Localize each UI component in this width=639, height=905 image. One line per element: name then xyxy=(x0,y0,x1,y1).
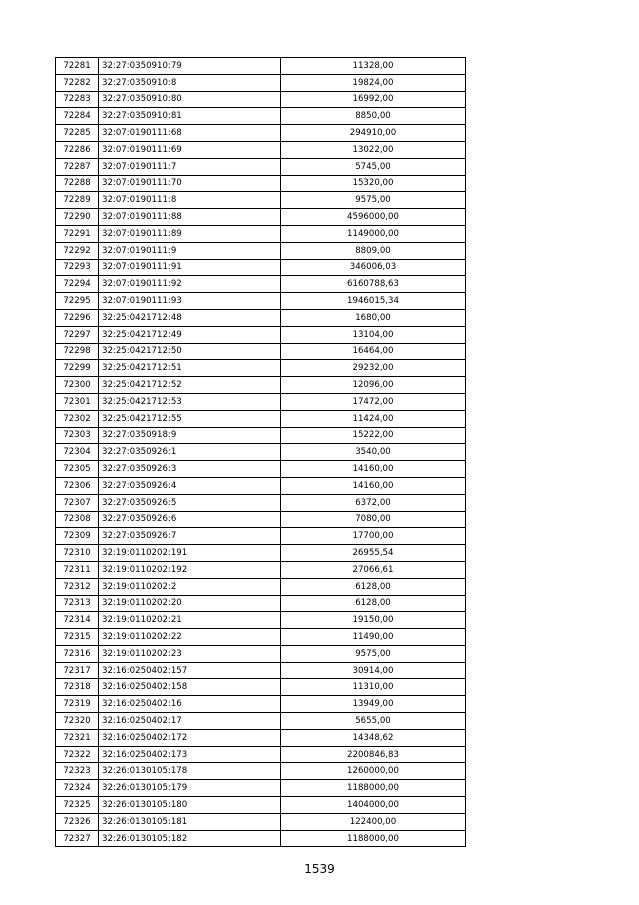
table-row xyxy=(56,360,466,377)
row-number-cell: 72318 xyxy=(56,679,99,696)
cadastral-number-cell: 32:07:0190111:91 xyxy=(99,259,281,276)
table-row xyxy=(56,830,466,847)
row-number-cell: 72291 xyxy=(56,225,99,242)
cadastral-value-cell: 1188000,00 xyxy=(281,780,466,797)
cadastral-value-cell: 5745,00 xyxy=(281,158,466,175)
cadastral-value-cell: 6160788,63 xyxy=(281,276,466,293)
table-row xyxy=(56,225,466,242)
row-number-cell: 72300 xyxy=(56,377,99,394)
cadastral-value-cell: 16992,00 xyxy=(281,91,466,108)
table-row xyxy=(56,175,466,192)
cadastral-number-cell: 32:16:0250402:173 xyxy=(99,746,281,763)
row-number-cell: 72306 xyxy=(56,477,99,494)
row-number-cell: 72323 xyxy=(56,763,99,780)
row-number-cell: 72281 xyxy=(56,58,99,75)
row-number-cell: 72287 xyxy=(56,158,99,175)
cadastral-number-cell: 32:16:0250402:17 xyxy=(99,713,281,730)
cadastral-value-cell: 14160,00 xyxy=(281,477,466,494)
row-number-cell: 72285 xyxy=(56,125,99,142)
row-number-cell: 72298 xyxy=(56,343,99,360)
cadastral-number-cell: 32:25:0421712:50 xyxy=(99,343,281,360)
cadastral-number-cell: 32:19:0110202:22 xyxy=(99,629,281,646)
table-row xyxy=(56,158,466,175)
page-number: 1539 xyxy=(304,862,335,876)
cadastral-number-cell: 32:27:0350926:7 xyxy=(99,528,281,545)
table-row xyxy=(56,242,466,259)
cadastral-value-cell: 30914,00 xyxy=(281,662,466,679)
table-row xyxy=(56,276,466,293)
cadastral-value-cell: 6128,00 xyxy=(281,595,466,612)
cadastral-value-cell: 1680,00 xyxy=(281,309,466,326)
cadastral-number-cell: 32:07:0190111:68 xyxy=(99,125,281,142)
cadastral-number-cell: 32:16:0250402:157 xyxy=(99,662,281,679)
cadastral-value-cell: 5655,00 xyxy=(281,713,466,730)
row-number-cell: 72294 xyxy=(56,276,99,293)
table-row xyxy=(56,427,466,444)
cadastral-number-cell: 32:26:0130105:178 xyxy=(99,763,281,780)
row-number-cell: 72284 xyxy=(56,108,99,125)
row-number-cell: 72286 xyxy=(56,141,99,158)
row-number-cell: 72304 xyxy=(56,444,99,461)
cadastral-number-cell: 32:07:0190111:7 xyxy=(99,158,281,175)
table-row xyxy=(56,696,466,713)
cadastral-value-cell: 15222,00 xyxy=(281,427,466,444)
cadastral-number-cell: 32:07:0190111:89 xyxy=(99,225,281,242)
cadastral-number-cell: 32:27:0350910:79 xyxy=(99,58,281,75)
cadastral-value-cell: 13022,00 xyxy=(281,141,466,158)
row-number-cell: 72290 xyxy=(56,209,99,226)
row-number-cell: 72316 xyxy=(56,645,99,662)
cadastral-value-cell: 1149000,00 xyxy=(281,225,466,242)
table-row xyxy=(56,444,466,461)
cadastral-value-cell: 122400,00 xyxy=(281,813,466,830)
cadastral-number-cell: 32:26:0130105:180 xyxy=(99,797,281,814)
row-number-cell: 72282 xyxy=(56,74,99,91)
cadastral-number-cell: 32:27:0350926:1 xyxy=(99,444,281,461)
table-row xyxy=(56,713,466,730)
table-row xyxy=(56,595,466,612)
row-number-cell: 72301 xyxy=(56,393,99,410)
cadastral-number-cell: 32:26:0130105:181 xyxy=(99,813,281,830)
table-row xyxy=(56,494,466,511)
cadastral-number-cell: 32:27:0350910:8 xyxy=(99,74,281,91)
table-row xyxy=(56,662,466,679)
cadastral-number-cell: 32:07:0190111:92 xyxy=(99,276,281,293)
row-number-cell: 72307 xyxy=(56,494,99,511)
table-row xyxy=(56,477,466,494)
row-number-cell: 72327 xyxy=(56,830,99,847)
table-row xyxy=(56,91,466,108)
table-row xyxy=(56,343,466,360)
cadastral-number-cell: 32:19:0110202:192 xyxy=(99,561,281,578)
row-number-cell: 72293 xyxy=(56,259,99,276)
row-number-cell: 72295 xyxy=(56,293,99,310)
table-row xyxy=(56,578,466,595)
cadastral-value-cell: 12096,00 xyxy=(281,377,466,394)
cadastral-number-cell: 32:07:0190111:9 xyxy=(99,242,281,259)
cadastral-number-cell: 32:25:0421712:49 xyxy=(99,326,281,343)
table-row xyxy=(56,645,466,662)
cadastral-number-cell: 32:07:0190111:69 xyxy=(99,141,281,158)
cadastral-number-cell: 32:19:0110202:23 xyxy=(99,645,281,662)
cadastral-number-cell: 32:16:0250402:172 xyxy=(99,729,281,746)
table-row xyxy=(56,125,466,142)
row-number-cell: 72321 xyxy=(56,729,99,746)
cadastral-number-cell: 32:07:0190111:70 xyxy=(99,175,281,192)
cadastral-value-cell: 27066,61 xyxy=(281,561,466,578)
cadastral-value-cell: 26955,54 xyxy=(281,545,466,562)
cadastral-value-cell: 14160,00 xyxy=(281,461,466,478)
table-row xyxy=(56,797,466,814)
cadastral-number-cell: 32:19:0110202:20 xyxy=(99,595,281,612)
row-number-cell: 72312 xyxy=(56,578,99,595)
cadastral-number-cell: 32:16:0250402:16 xyxy=(99,696,281,713)
cadastral-value-cell: 7080,00 xyxy=(281,511,466,528)
row-number-cell: 72326 xyxy=(56,813,99,830)
cadastral-value-cell: 11328,00 xyxy=(281,58,466,75)
cadastral-value-cell: 1404000,00 xyxy=(281,797,466,814)
table-row xyxy=(56,612,466,629)
cadastral-value-cell: 29232,00 xyxy=(281,360,466,377)
row-number-cell: 72305 xyxy=(56,461,99,478)
row-number-cell: 72288 xyxy=(56,175,99,192)
table-row xyxy=(56,461,466,478)
row-number-cell: 72319 xyxy=(56,696,99,713)
cadastral-value-cell: 16464,00 xyxy=(281,343,466,360)
table-row xyxy=(56,108,466,125)
table-row xyxy=(56,326,466,343)
cadastral-number-cell: 32:19:0110202:191 xyxy=(99,545,281,562)
cadastral-number-cell: 32:27:0350926:3 xyxy=(99,461,281,478)
row-number-cell: 72313 xyxy=(56,595,99,612)
cadastral-value-cell: 9575,00 xyxy=(281,192,466,209)
cadastral-value-cell: 2200846,83 xyxy=(281,746,466,763)
table-row xyxy=(56,393,466,410)
cadastral-value-cell: 1946015,34 xyxy=(281,293,466,310)
table-row xyxy=(56,309,466,326)
table-row xyxy=(56,545,466,562)
table-body xyxy=(56,58,466,847)
table-row xyxy=(56,729,466,746)
table-row xyxy=(56,813,466,830)
cadastral-value-cell: 11310,00 xyxy=(281,679,466,696)
cadastral-number-cell: 32:25:0421712:55 xyxy=(99,410,281,427)
row-number-cell: 72308 xyxy=(56,511,99,528)
table-row xyxy=(56,629,466,646)
cadastral-value-cell: 1188000,00 xyxy=(281,830,466,847)
cadastral-number-cell: 32:07:0190111:93 xyxy=(99,293,281,310)
table-row xyxy=(56,259,466,276)
row-number-cell: 72325 xyxy=(56,797,99,814)
row-number-cell: 72314 xyxy=(56,612,99,629)
cadastral-number-cell: 32:27:0350910:80 xyxy=(99,91,281,108)
cadastral-number-cell: 32:27:0350926:5 xyxy=(99,494,281,511)
cadastral-value-cell: 1260000,00 xyxy=(281,763,466,780)
table-row xyxy=(56,561,466,578)
row-number-cell: 72310 xyxy=(56,545,99,562)
table-row xyxy=(56,209,466,226)
row-number-cell: 72317 xyxy=(56,662,99,679)
cadastral-value-cell: 11424,00 xyxy=(281,410,466,427)
cadastral-value-cell: 294910,00 xyxy=(281,125,466,142)
table-row xyxy=(56,293,466,310)
cadastral-value-cell: 13949,00 xyxy=(281,696,466,713)
cadastral-value-cell: 8809,00 xyxy=(281,242,466,259)
cadastral-value-cell: 19824,00 xyxy=(281,74,466,91)
row-number-cell: 72320 xyxy=(56,713,99,730)
cadastral-value-cell: 9575,00 xyxy=(281,645,466,662)
cadastral-value-cell: 11490,00 xyxy=(281,629,466,646)
row-number-cell: 72311 xyxy=(56,561,99,578)
cadastral-value-cell: 3540,00 xyxy=(281,444,466,461)
table-row xyxy=(56,679,466,696)
row-number-cell: 72303 xyxy=(56,427,99,444)
cadastral-value-cell: 6372,00 xyxy=(281,494,466,511)
cadastral-number-cell: 32:27:0350918:9 xyxy=(99,427,281,444)
cadastral-number-cell: 32:26:0130105:182 xyxy=(99,830,281,847)
cadastral-value-cell: 8850,00 xyxy=(281,108,466,125)
cadastral-number-cell: 32:27:0350926:6 xyxy=(99,511,281,528)
cadastral-value-table xyxy=(55,57,466,847)
cadastral-number-cell: 32:16:0250402:158 xyxy=(99,679,281,696)
cadastral-value-cell: 17472,00 xyxy=(281,393,466,410)
row-number-cell: 72299 xyxy=(56,360,99,377)
cadastral-value-cell: 4596000,00 xyxy=(281,209,466,226)
cadastral-number-cell: 32:07:0190111:88 xyxy=(99,209,281,226)
row-number-cell: 72315 xyxy=(56,629,99,646)
cadastral-number-cell: 32:25:0421712:52 xyxy=(99,377,281,394)
row-number-cell: 72324 xyxy=(56,780,99,797)
table-row xyxy=(56,780,466,797)
row-number-cell: 72283 xyxy=(56,91,99,108)
row-number-cell: 72302 xyxy=(56,410,99,427)
table-row xyxy=(56,192,466,209)
cadastral-number-cell: 32:19:0110202:2 xyxy=(99,578,281,595)
cadastral-number-cell: 32:07:0190111:8 xyxy=(99,192,281,209)
row-number-cell: 72292 xyxy=(56,242,99,259)
table-row xyxy=(56,141,466,158)
table-row xyxy=(56,410,466,427)
row-number-cell: 72296 xyxy=(56,309,99,326)
cadastral-number-cell: 32:25:0421712:53 xyxy=(99,393,281,410)
table-row xyxy=(56,58,466,75)
cadastral-value-cell: 19150,00 xyxy=(281,612,466,629)
row-number-cell: 72297 xyxy=(56,326,99,343)
row-number-cell: 72322 xyxy=(56,746,99,763)
table-row xyxy=(56,746,466,763)
row-number-cell: 72309 xyxy=(56,528,99,545)
cadastral-value-cell: 17700,00 xyxy=(281,528,466,545)
table-row xyxy=(56,528,466,545)
cadastral-value-cell: 6128,00 xyxy=(281,578,466,595)
table-row xyxy=(56,74,466,91)
cadastral-value-cell: 14348,62 xyxy=(281,729,466,746)
table-row xyxy=(56,511,466,528)
cadastral-value-cell: 346006,03 xyxy=(281,259,466,276)
cadastral-value-cell: 15320,00 xyxy=(281,175,466,192)
cadastral-number-cell: 32:25:0421712:51 xyxy=(99,360,281,377)
table-row xyxy=(56,377,466,394)
cadastral-number-cell: 32:27:0350926:4 xyxy=(99,477,281,494)
table-row xyxy=(56,763,466,780)
cadastral-number-cell: 32:27:0350910:81 xyxy=(99,108,281,125)
cadastral-number-cell: 32:25:0421712:48 xyxy=(99,309,281,326)
row-number-cell: 72289 xyxy=(56,192,99,209)
cadastral-number-cell: 32:26:0130105:179 xyxy=(99,780,281,797)
cadastral-value-cell: 13104,00 xyxy=(281,326,466,343)
cadastral-number-cell: 32:19:0110202:21 xyxy=(99,612,281,629)
